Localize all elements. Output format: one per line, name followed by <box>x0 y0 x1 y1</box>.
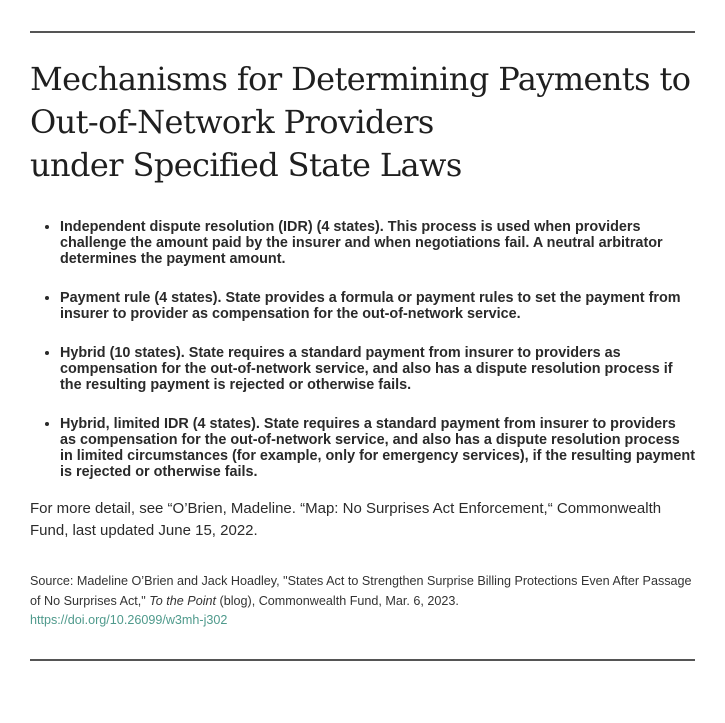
source-suffix: (blog), Commonwealth Fund, Mar. 6, 2023. <box>216 593 459 608</box>
title-line-3: under Specified State Laws <box>30 146 462 184</box>
source-publication: To the Point <box>149 593 217 608</box>
page-title <box>30 58 700 187</box>
top-divider <box>30 31 695 33</box>
doi-link[interactable]: https://doi.org/10.26099/w3mh-j302 <box>30 613 228 627</box>
source-citation <box>30 572 695 631</box>
mechanism-list <box>30 218 695 502</box>
list-item-hybrid-limited-idr: • Hybrid, limited IDR (4 states). State requires a standard payment from insurer to providers as compensation for the out-of-network service, and also has a dispute resolution process in limited circumstances (for example, only for emergency services), if the resulting payment is rejected or otherwise fails. <box>60 415 695 480</box>
list-item-hybrid: • Hybrid (10 states). State requires a standard payment from insurer to providers as compensation for the out-of-network service, and also has a dispute resolution process if the resulting payment is rejected or otherwise fails. <box>60 344 695 393</box>
more-detail-note: For more detail, see “O’Brien, Madeline. “Map: No Surprises Act Enforcement,“ Commonwealth Fund, last updated June 15, 2022. <box>30 500 662 539</box>
bottom-divider <box>30 659 695 661</box>
list-item-idr: • Independent dispute resolution (IDR) (4 states). This process is used when providers challenge the amount paid by the insurer and when negotiations fail. A neutral arbitrator determines the payment amount. <box>60 218 695 267</box>
list-item-payment-rule: • Payment rule (4 states). State provides a formula or payment rules to set the payment from insurer to provider as compensation for the out-of-network service. <box>60 289 695 322</box>
title-line-2: Out-of-Network Providers <box>30 103 434 141</box>
source-prefix: Source: Madeline O’Brien and Jack Hoadley, "States Act to Strengthen Surprise Billing Protections Even After Passage of No Surprises Act," <box>30 574 692 608</box>
title-line-1: Mechanisms for Determining Payments to <box>30 60 691 98</box>
